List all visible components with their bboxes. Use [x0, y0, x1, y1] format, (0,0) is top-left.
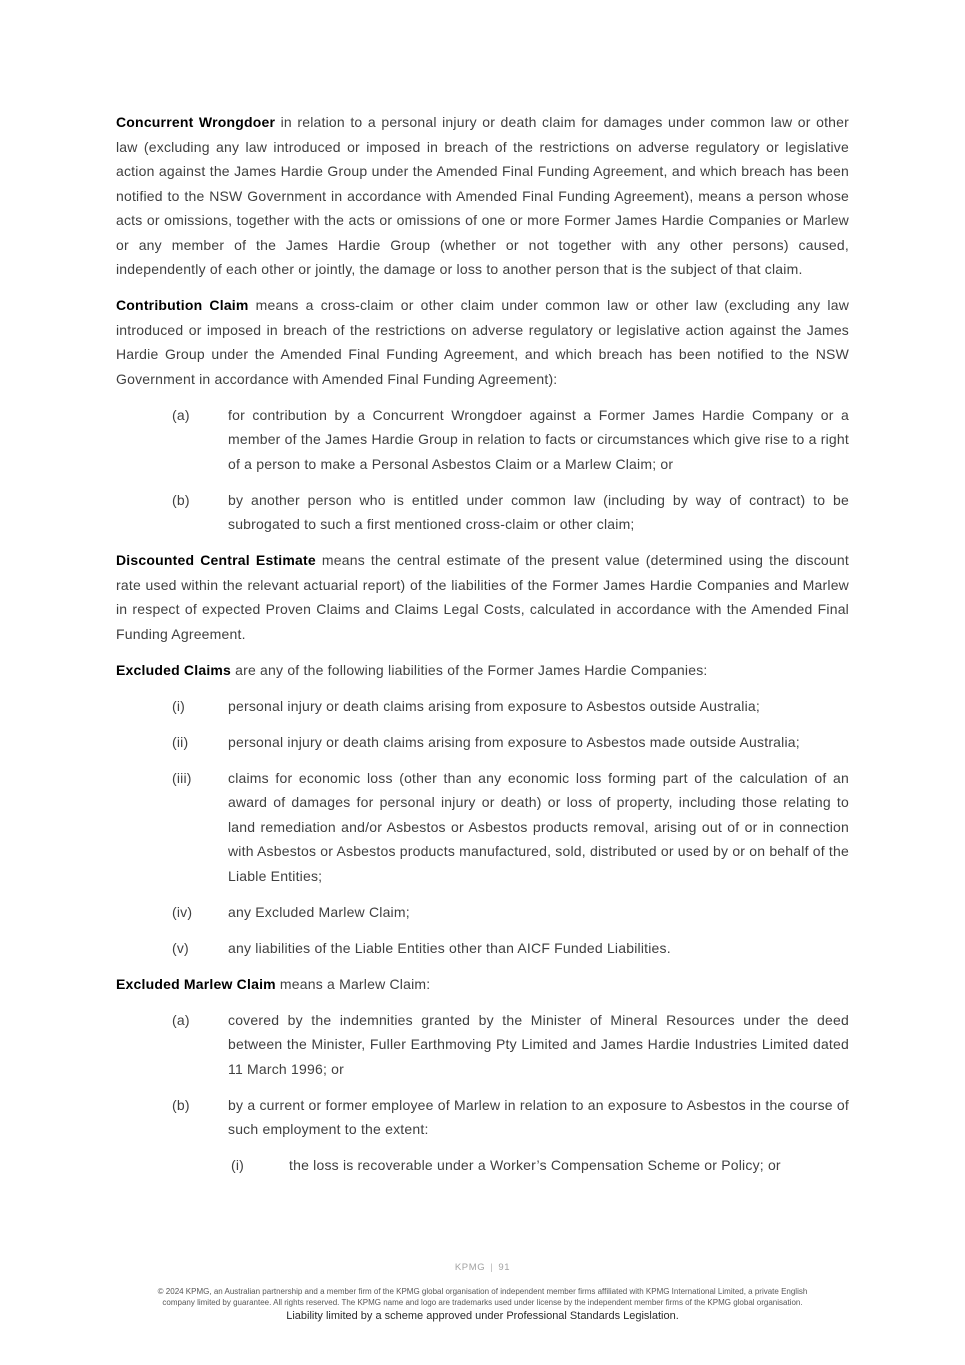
list-item-iv [116, 900, 849, 925]
page-footer [0, 1262, 965, 1322]
list-item-text: any Excluded Marlew Claim; [228, 903, 410, 920]
list-marker: (iv) [172, 903, 193, 920]
list-marker: (b) [172, 491, 190, 508]
term-discounted-central-estimate: Discounted Central Estimate [116, 552, 316, 568]
definition-body: means the central estimate of the present value (determined using the discount rate used within the relevant actuarial report) of the liabilities of the Former James Hardie Companies and Marlew in respect of expected Proven Claims and Claims Legal Costs, calculated in accordance with the Amended Final Funding Agreement. [116, 552, 849, 642]
list-item-a [116, 1008, 849, 1082]
definition-concurrent-wrongdoer [116, 110, 849, 282]
term-excluded-marlew-claim: Excluded Marlew Claim [116, 975, 276, 992]
list-marker: (a) [172, 1011, 190, 1028]
definition-body: means a Marlew Claim: [275, 975, 431, 992]
list-item-text: by another person who is entitled under common law (including by way of contract) to be subrogated to such a first mentioned cross-claim or other claim; [228, 491, 849, 532]
list-item-a [116, 403, 849, 477]
list-marker: (a) [172, 406, 190, 423]
list-item-ii [116, 730, 849, 755]
list-item-v [116, 936, 849, 961]
definition-excluded-marlew-claim [116, 972, 849, 997]
definition-contribution-claim [116, 293, 849, 391]
term-excluded-claims: Excluded Claims [116, 661, 232, 678]
list-item-text: personal injury or death claims arising from exposure to Asbestos outside Australia; [228, 697, 760, 714]
list-item-text: for contribution by a Concurrent Wrongdoer against a Former James Hardie Company or a member of the James Hardie Group in relation to facts or circumstances which give rise to a right of a person to make a Personal Asbestos Claim or a Marlew Claim; or [228, 406, 849, 472]
definition-excluded-claims [116, 658, 849, 683]
term-concurrent-wrongdoer: Concurrent Wrongdoer [116, 114, 276, 130]
list-item-text: the loss is recoverable under a Worker’s Compensation Scheme or Policy; or [289, 1157, 781, 1173]
page-number-line [0, 1262, 965, 1273]
list-marker: (iii) [172, 769, 192, 786]
list-item-b [116, 1093, 849, 1142]
sublist-item-i [116, 1153, 849, 1178]
list-item-b [116, 488, 849, 537]
copyright-line-1: © 2024 KPMG, an Australian partnership and a member firm of the KPMG global organisation of independent member firms affiliated with KPMG International Limited, a private English [157, 1287, 808, 1296]
list-item-text: by a current or former employee of Marlew in relation to an exposure to Asbestos in the course of such employment to the extent: [228, 1096, 849, 1137]
list-item-text: covered by the indemnities granted by the Minister of Mineral Resources under the deed between the Minister, Fuller Earthmoving Pty Limited and James Hardie Industries Limited dated 11 March 1996; or [228, 1011, 849, 1077]
copyright-notice [0, 1286, 965, 1308]
list-marker: (v) [172, 939, 189, 956]
list-item-text: personal injury or death claims arising from exposure to Asbestos made outside Australia; [228, 733, 800, 750]
list-marker: (b) [172, 1096, 190, 1113]
copyright-line-2: company limited by guarantee. All rights reserved. The KPMG name and logo are trademarks used under license by the independent member firms of the KPMG global organisation. [162, 1298, 803, 1307]
list-item-iii [116, 766, 849, 889]
definitions-section [116, 110, 849, 1189]
definition-body: are any of the following liabilities of the Former James Hardie Companies: [231, 661, 708, 678]
list-item-text: claims for economic loss (other than any economic loss forming part of the calculation of an award of damages for personal injury or death) or loss of property, including those relating to land remediation and/or Asbestos or Asbestos products removal, arising out of or in connection with Asbestos or Asbestos products manufactured, sold, distributed or used by or on behalf of the Liable Entities; [228, 769, 849, 884]
list-item-i [116, 694, 849, 719]
list-marker: (ii) [172, 733, 189, 750]
list-item-text: any liabilities of the Liable Entities other than AICF Funded Liabilities. [228, 939, 671, 956]
list-marker: (i) [172, 697, 186, 714]
liability-statement: Liability limited by a scheme approved under Professional Standards Legislation. [286, 1310, 679, 1322]
footer-separator: | [490, 1262, 494, 1273]
definition-discounted-central-estimate [116, 548, 849, 646]
list-marker: (i) [231, 1157, 245, 1173]
footer-brand: KPMG [454, 1262, 486, 1273]
term-contribution-claim: Contribution Claim [116, 297, 249, 313]
definition-body: means a cross-claim or other claim under common law or other law (excluding any law introduced or imposed in breach of the restrictions on adverse regulatory or legislative action against the James Hardie Group under the Amended Final Funding Agreement, and which breach has been notified to the NSW Government in accordance with Amended Final Funding Agreement): [116, 297, 850, 387]
page-number: 91 [498, 1262, 511, 1273]
definition-body: in relation to a personal injury or death claim for damages under common law or other law (excluding any law introduced or imposed in breach of the restrictions on adverse regulatory or legislative action against the James Hardie Group under the Amended Final Funding Agreement, and which breach has been notified to the NSW Government in accordance with Amended Final Funding Agreement), means a person whose acts or omissions, together with the acts or omissions of one or more Former James Hardie Companies or Marlew or any member of the James Hardie Group (whether or not together with any other persons) caused, independently of each other or jointly, the damage or loss to another person that is the subject of that claim. [116, 114, 849, 277]
